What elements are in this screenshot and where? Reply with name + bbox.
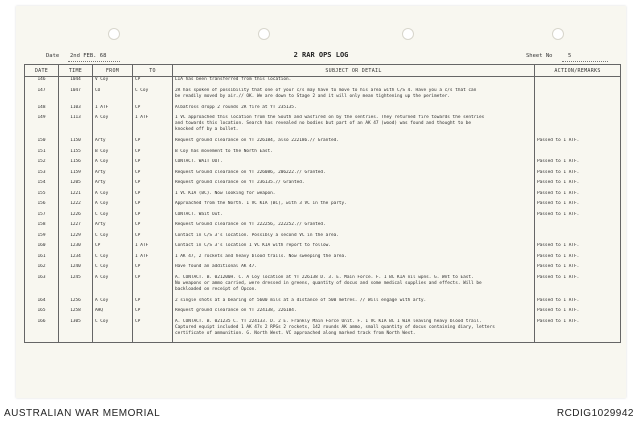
row-subject: Request ground clearance on YT 226184, also 222186.// Granted. — [173, 138, 535, 149]
table-row — [25, 180, 621, 191]
row-action — [535, 88, 621, 105]
row-time: 1229 — [59, 233, 93, 244]
row-serial: 157 — [25, 212, 59, 223]
date-underline — [68, 61, 120, 62]
row-time: 1256 — [59, 298, 93, 309]
punch-hole — [402, 28, 414, 40]
row-from: A Coy — [93, 201, 133, 212]
row-action: Passed to 1 ATF. — [535, 254, 621, 265]
ops-log-table — [24, 64, 621, 343]
row-subject: Have found an additional AK 47. — [173, 264, 535, 275]
row-from: C Coy — [93, 254, 133, 265]
table-header-row — [25, 65, 621, 77]
row-from: A Coy — [93, 275, 133, 298]
row-serial: 147 — [25, 88, 59, 105]
row-action — [535, 105, 621, 116]
row-to: CP — [133, 275, 173, 298]
table-row — [25, 115, 621, 138]
row-subject: Albatross dropp 2 rounds 2R fire at YT 235135. — [173, 105, 535, 116]
row-serial: 146 — [25, 77, 59, 88]
row-action: Passed to 1 ATF. — [535, 319, 621, 343]
row-action — [535, 233, 621, 244]
row-serial: 160 — [25, 243, 59, 254]
table-row — [25, 105, 621, 116]
col-header-to: TO — [133, 65, 173, 77]
row-to: C Coy — [133, 88, 173, 105]
row-time: 1222 — [59, 201, 93, 212]
row-from: C Coy — [93, 319, 133, 343]
row-time: 1245 — [59, 275, 93, 298]
sheet-value: 5 — [568, 53, 572, 59]
log-sheet — [16, 6, 626, 398]
row-from: C Coy — [93, 233, 133, 244]
table-row — [25, 275, 621, 298]
row-time: 1047 — [59, 88, 93, 105]
date-label: Date — [46, 53, 60, 59]
row-serial: 153 — [25, 170, 59, 181]
row-to: 1 ATF — [133, 115, 173, 138]
row-to: CP — [133, 308, 173, 319]
row-to: CP — [133, 138, 173, 149]
row-to: CP — [133, 212, 173, 223]
table-row — [25, 201, 621, 212]
row-serial: 163 — [25, 275, 59, 298]
row-from: Arty — [93, 170, 133, 181]
row-serial: 150 — [25, 138, 59, 149]
col-header-time: TIME — [59, 65, 93, 77]
row-action — [535, 77, 621, 88]
row-subject: Contact in C/S 3's location 1 VC KIA with report to follow. — [173, 243, 535, 254]
row-time: 1113 — [59, 115, 93, 138]
row-from: AHQ — [93, 308, 133, 319]
col-header-date: DATE — [25, 65, 59, 77]
row-time: 1103 — [59, 105, 93, 116]
row-time: 1227 — [59, 222, 93, 233]
row-from: CO — [93, 88, 133, 105]
row-from: B Coy — [93, 149, 133, 160]
row-from: 1 ATF — [93, 105, 133, 116]
row-from: A Coy — [93, 115, 133, 138]
date-value: 2nd FEB. 68 — [70, 53, 107, 59]
row-subject: Request ground clearance on YT 224138, 226184. — [173, 308, 535, 319]
row-action: Passed to 1 ATF. — [535, 191, 621, 202]
row-subject: 2 single shots at a bearing of 5600 mils at a distance of 500 metres. // Will engage with arty. — [173, 298, 535, 309]
row-subject: B Coy has movement to the North East. — [173, 149, 535, 160]
row-from: Arty — [93, 222, 133, 233]
table-row — [25, 319, 621, 343]
row-serial: 149 — [25, 115, 59, 138]
row-from: A Coy — [93, 191, 133, 202]
row-from: A Coy — [93, 159, 133, 170]
row-time: 1044 — [59, 77, 93, 88]
row-serial: 155 — [25, 191, 59, 202]
row-to: CP — [133, 319, 173, 343]
row-subject: 1 VC KIA (BC). Now looking for weapon. — [173, 191, 535, 202]
table-row — [25, 298, 621, 309]
row-subject: Request Ground clearance on YT 222256, 222252.// Granted. — [173, 222, 535, 233]
row-from: C Coy — [93, 212, 133, 223]
table-row — [25, 77, 621, 88]
sheet-underline — [562, 61, 608, 62]
row-time: 1258 — [59, 308, 93, 319]
row-subject: CONTACT. Wait Out. — [173, 212, 535, 223]
footer-source: AUSTRALIAN WAR MEMORIAL — [4, 408, 161, 419]
row-time: 1230 — [59, 243, 93, 254]
row-action: Passed to 1 ATF. — [535, 298, 621, 309]
row-action: Passed to 1 ATF. — [535, 308, 621, 319]
row-subject: A. CONTACT. B. 021235 C. YT 224133. D. 2 E. Frankly Main Force Unit. F. 1 VC KIA BC 1 WIA leaving heavy blood trail. Captured equipt included 1 AK 47s 2 RPGs 2 rockets, 142 rounds AK ammo, small quantity of docus containing diary, letters certificate of ammunition. G. North West. VC approached along marked track from North West. — [173, 319, 535, 343]
table-row — [25, 138, 621, 149]
table-row — [25, 159, 621, 170]
row-subject: 2R has spoken of possibility that one of your c/s may have to move to his area with C/S 4. Have you a c/s that can be readily moved by air.// OK. We are down to Stage 2 and it will only mean tightening up the perimeter. — [173, 88, 535, 105]
table-row — [25, 191, 621, 202]
table-row — [25, 264, 621, 275]
row-action — [535, 149, 621, 160]
table-row — [25, 308, 621, 319]
row-subject: 1 VC approached this location from the South and wasfired on by the sentries. They returned fire towards the sentries and towards this location. Search has revealed no bodies but part of an AK 47 (wood) was found and thought to be knocked off by a bullet. — [173, 115, 535, 138]
row-action: Passed to 1 ATF. — [535, 138, 621, 149]
row-from: Arty — [93, 138, 133, 149]
row-subject: A. CONTACT. B. 021200H. C. A Coy location at YT 226138 D. 3. E. Main Force. F. 1 BC KIA nil wpns. G. Wnt to East. No weapons or ammo carried, were dressed in greens, quantity of docus and some medical supplies and effects. Will be backloaded on receipt of Opcon. — [173, 275, 535, 298]
punch-hole — [108, 28, 120, 40]
row-serial: 162 — [25, 264, 59, 275]
row-action: Passed to 1 ATF. — [535, 275, 621, 298]
row-to: 1 ATF — [133, 254, 173, 265]
row-to: CP — [133, 233, 173, 244]
col-header-from: FROM — [93, 65, 133, 77]
table-row — [25, 254, 621, 265]
row-serial: 156 — [25, 201, 59, 212]
row-subject: Contact in C/S 3's location. Possibly a second VC in the area. — [173, 233, 535, 244]
row-time: 1150 — [59, 138, 93, 149]
row-serial: 151 — [25, 149, 59, 160]
table-row — [25, 170, 621, 181]
row-time: 1221 — [59, 191, 93, 202]
table-row — [25, 149, 621, 160]
table-row — [25, 233, 621, 244]
row-time: 1205 — [59, 180, 93, 191]
row-action: Passed to 1 ATF. — [535, 243, 621, 254]
row-action: Passed to 1 ATF. — [535, 201, 621, 212]
punch-hole — [552, 28, 564, 40]
row-subject: CONTACT. WAIT OUT. — [173, 159, 535, 170]
row-subject: 1 AK 47, 2 rockets and heavy blood trails. Now sweeping the area. — [173, 254, 535, 265]
row-to: CP — [133, 77, 173, 88]
log-title: 2 RAR OPS LOG — [293, 51, 349, 59]
row-serial: 158 — [25, 222, 59, 233]
row-subject: LIA has been transferred from this location. — [173, 77, 535, 88]
row-action: Passed to 1 ATF. — [535, 180, 621, 191]
table-row — [25, 88, 621, 105]
row-from: CP — [93, 243, 133, 254]
row-time: 1155 — [59, 149, 93, 160]
row-serial: 164 — [25, 298, 59, 309]
row-to: CP — [133, 149, 173, 160]
row-to: CP — [133, 298, 173, 309]
row-time: 1226 — [59, 212, 93, 223]
row-to: CP — [133, 264, 173, 275]
col-header-subject: SUBJECT OR DETAIL — [173, 65, 535, 77]
row-to: CP — [133, 159, 173, 170]
footer-id: RCDIG1029942 — [556, 408, 634, 419]
row-subject: Approached from the North. 1 VC KIA (BC), with 3 VC in the party. — [173, 201, 535, 212]
table-row — [25, 243, 621, 254]
row-serial: 161 — [25, 254, 59, 265]
row-time: 1240 — [59, 264, 93, 275]
col-header-action: ACTION/REMARKS — [535, 65, 621, 77]
row-to: 1 ATF — [133, 243, 173, 254]
log-body — [25, 77, 621, 343]
row-action: Passed to 1 ATF. — [535, 159, 621, 170]
row-from: C Coy — [93, 264, 133, 275]
row-serial: 166 — [25, 319, 59, 343]
table-row — [25, 222, 621, 233]
punch-hole — [258, 28, 270, 40]
row-time: 1234 — [59, 254, 93, 265]
row-from: Arty — [93, 180, 133, 191]
row-action — [535, 115, 621, 138]
row-action: Passed to 1 ATF. — [535, 264, 621, 275]
table-row — [25, 212, 621, 223]
row-to: CP — [133, 105, 173, 116]
row-time: 1305 — [59, 319, 93, 343]
row-serial: 148 — [25, 105, 59, 116]
row-to: CP — [133, 191, 173, 202]
row-serial: 152 — [25, 159, 59, 170]
row-to: CP — [133, 201, 173, 212]
row-serial: 165 — [25, 308, 59, 319]
row-subject: Request ground clearance on YT 236135.// Granted. — [173, 180, 535, 191]
row-to: CP — [133, 170, 173, 181]
row-to: CP — [133, 222, 173, 233]
row-action — [535, 222, 621, 233]
row-from: V Coy — [93, 77, 133, 88]
row-subject: Request Ground clearance on YT 226086, 206222.// Granted. — [173, 170, 535, 181]
row-time: 1156 — [59, 159, 93, 170]
row-from: A Coy — [93, 298, 133, 309]
sheet-label: Sheet No — [526, 53, 553, 59]
row-action: Passed to 1 ATF. — [535, 212, 621, 223]
row-serial: 154 — [25, 180, 59, 191]
row-serial: 159 — [25, 233, 59, 244]
row-time: 1159 — [59, 170, 93, 181]
row-action: Passed to 1 ATF. — [535, 170, 621, 181]
row-to: CP — [133, 180, 173, 191]
